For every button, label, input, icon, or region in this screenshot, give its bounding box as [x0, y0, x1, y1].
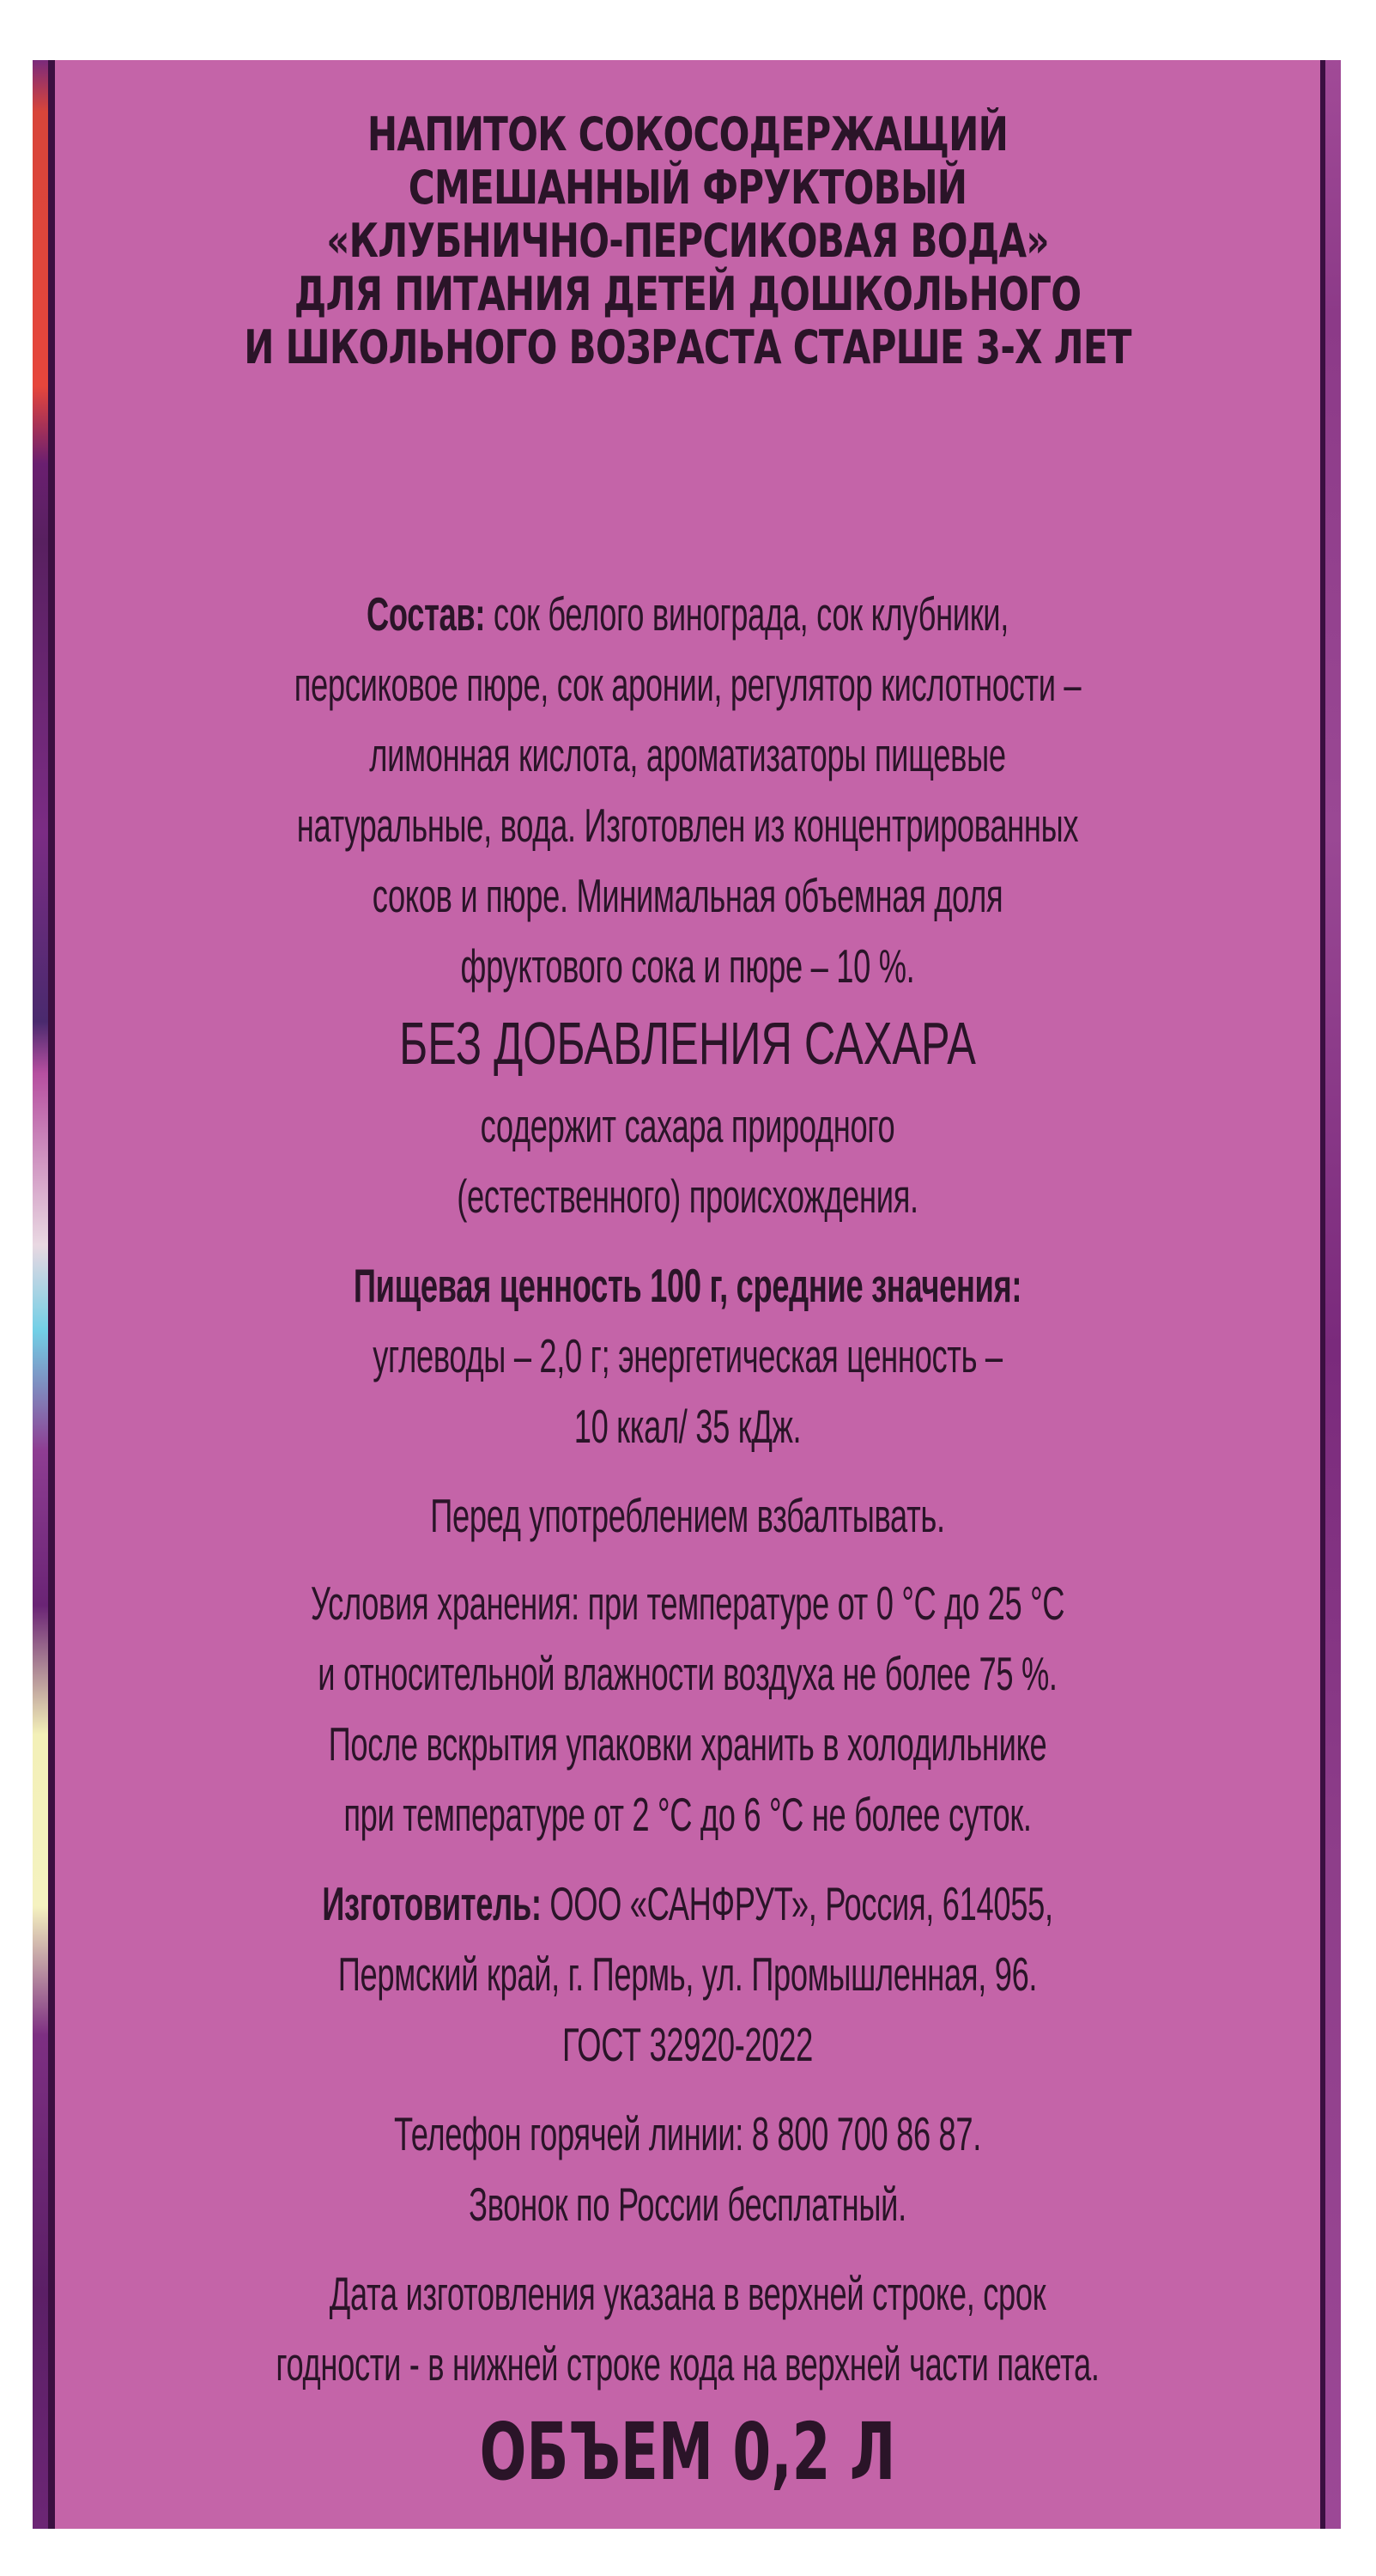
gost-line: ГОСТ 32920-2022 [562, 2018, 813, 2071]
composition-line-2: персиковое пюре, сок аронии, регулятор кислотности – [294, 658, 1082, 711]
right-border-line [1320, 60, 1325, 2529]
left-border-line [48, 60, 55, 2529]
composition-line-1 [270, 587, 1106, 641]
product-title [194, 107, 1181, 378]
manufacturer-line-2: Пермский край, г. Пермь, ул. Промышленная, 96. [337, 1947, 1038, 2001]
label-panel [55, 60, 1320, 2529]
manufacturer-label: Изготовитель: [322, 1877, 542, 1930]
hotline-line-2: Звонок по России бесплатный. [469, 2178, 906, 2231]
storage-line-4: при температуре от 2 °С до 6 °С не более суток. [343, 1788, 1032, 1841]
nutrition-line-1: углеводы – 2,0 г; энергетическая ценность – [373, 1329, 1003, 1382]
manufacturer-text-1: ООО «САНФРУТ», Россия, 614055, [541, 1877, 1053, 1930]
storage-line-3: После вскрытия упаковки хранить в холодильнике [328, 1717, 1047, 1771]
title-line-1: НАПИТОК СОКОСОДЕРЖАЩИЙ [367, 107, 1009, 161]
no-sugar-heading: БЕЗ ДОБАВЛЕНИЯ САХАРА [399, 1010, 976, 1077]
composition-text-1: сок белого винограда, сок клубники, [485, 587, 1009, 641]
title-line-3: «КЛУБНИЧНО-ПЕРСИКОВАЯ ВОДА» [326, 214, 1049, 268]
composition-line-4: натуральные, вода. Изготовлен из концентрированных [296, 799, 1079, 852]
nutrition-line-2: 10 ккал/ 35 кДж. [573, 1400, 802, 1453]
hotline-line-1: Телефон горячей линии: 8 800 700 86 87. [393, 2107, 982, 2160]
nutrition-heading: Пищевая ценность 100 г, средние значения: [353, 1259, 1022, 1312]
composition-label: Состав: [366, 587, 486, 641]
composition-line-6: фруктового сока и пюре – 10 %. [460, 939, 915, 993]
date-line-1: Дата изготовления указана в верхней строке, срок [329, 2267, 1046, 2320]
no-sugar-line-1: содержит сахара природного [480, 1099, 895, 1152]
shake-note: Перед употреблением взбалтывать. [430, 1489, 945, 1542]
composition-line-3: лимонная кислота, ароматизаторы пищевые [369, 728, 1006, 781]
composition-line-5: соков и пюре. Минимальная объемная доля [372, 869, 1003, 922]
storage-line-1: Условия хранения: при температуре от 0 °С до 25 °С [310, 1577, 1065, 1630]
title-line-5: И ШКОЛЬНОГО ВОЗРАСТА СТАРШЕ 3-Х ЛЕТ [244, 320, 1131, 374]
no-sugar-line-2: (естественного) происхождения. [457, 1170, 918, 1223]
title-line-4: ДЛЯ ПИТАНИЯ ДЕТЕЙ ДОШКОЛЬНОГО [294, 267, 1082, 321]
date-line-2: годности - в нижней строке кода на верхней части пакета. [276, 2337, 1100, 2391]
manufacturer-line-1 [270, 1877, 1106, 1930]
storage-line-2: и относительной влажности воздуха не более 75 %. [318, 1647, 1058, 1700]
volume-text: ОБЪЕМ 0,2 Л [479, 2406, 896, 2498]
title-line-2: СМЕШАННЫЙ ФРУКТОВЫЙ [408, 161, 967, 215]
